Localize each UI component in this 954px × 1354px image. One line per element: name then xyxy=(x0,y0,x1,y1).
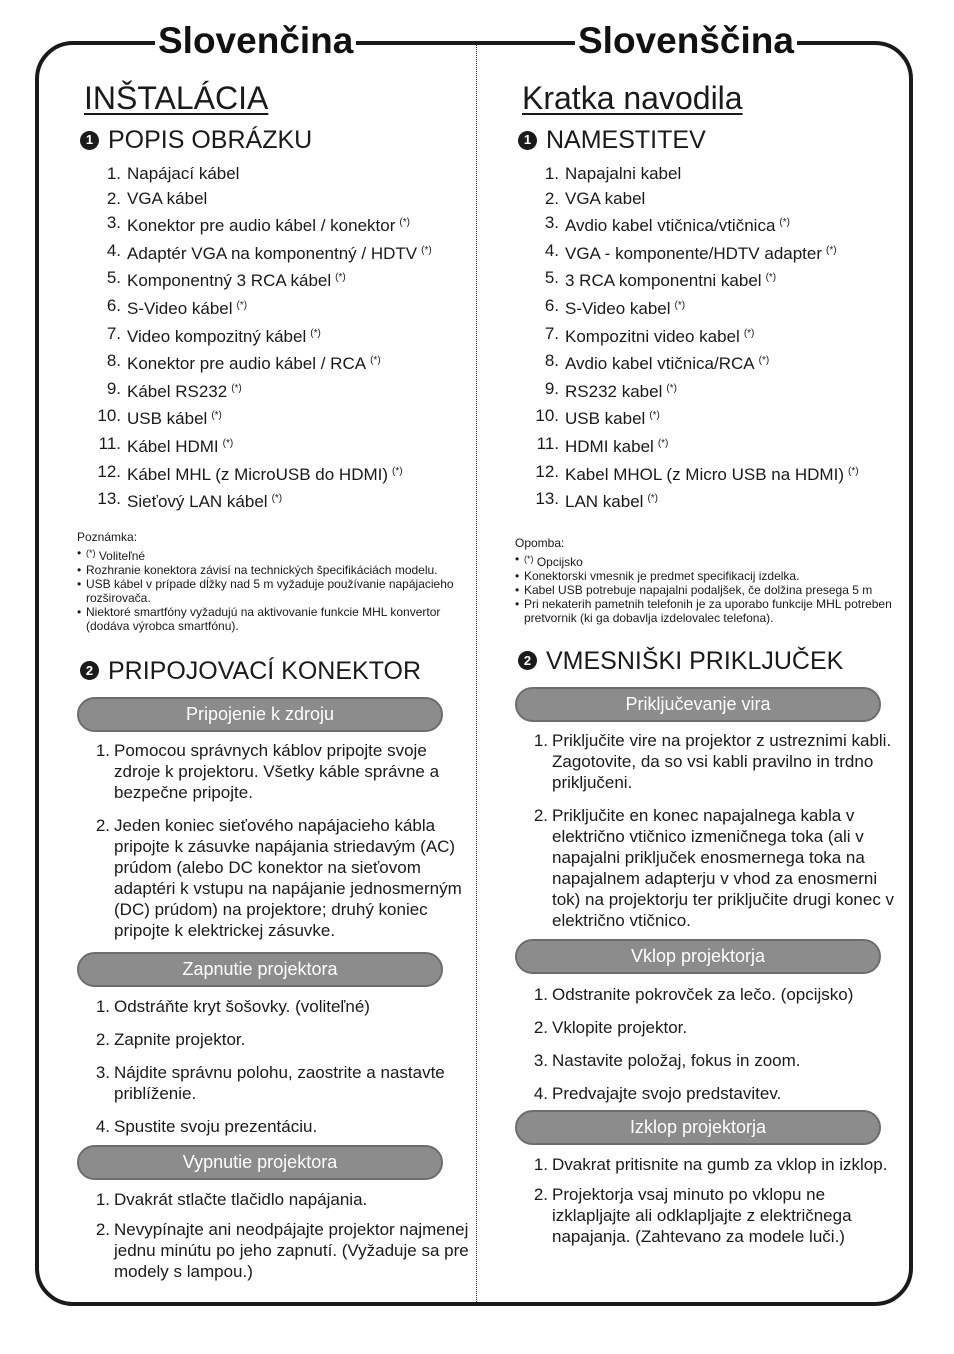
step-text: Spustite svoju prezentáciu. xyxy=(114,1116,318,1136)
step-item xyxy=(515,805,900,931)
connect-steps xyxy=(77,740,469,941)
step-item xyxy=(515,1083,900,1104)
item-text xyxy=(565,322,754,350)
item-text xyxy=(127,266,346,294)
optional-mark: (*) xyxy=(743,327,755,339)
column-slovak xyxy=(77,78,469,1282)
list-item xyxy=(515,294,900,322)
item-label: Avdio kabel vtičnica/vtičnica xyxy=(565,216,776,236)
item-number: 8. xyxy=(544,351,559,371)
list-item xyxy=(77,377,469,405)
power-on-steps xyxy=(515,984,900,1104)
item-number: 2. xyxy=(106,188,121,208)
step-text: Nastavite položaj, fokus in zoom. xyxy=(552,1050,801,1070)
item-label: Kábel HDMI xyxy=(127,436,219,456)
step-number: 2. xyxy=(95,1029,110,1049)
item-label: USB kábel xyxy=(127,409,208,429)
item-number: 13. xyxy=(97,489,121,509)
section-number-badge: 2 xyxy=(518,651,537,670)
item-text xyxy=(127,211,410,239)
notes-block xyxy=(515,536,900,625)
note-item: • USB kábel v prípade dĺžky nad 5 m vyžaduje používanie napájacieho rozširovača. xyxy=(77,577,469,605)
optional-mark: (*) xyxy=(649,410,660,422)
list-item xyxy=(77,187,469,212)
item-label: VGA kábel xyxy=(127,188,208,208)
item-label: Napájací kábel xyxy=(127,164,240,183)
item-label: Komponentný 3 RCA kábel xyxy=(127,271,332,291)
item-label: VGA kabel xyxy=(565,188,646,208)
note-title: Poznámka: xyxy=(77,529,138,544)
note-item: • Kabel USB potrebuje napajalni podaljšek, če dolžina presega 5 m xyxy=(515,582,873,597)
note-item: • Rozhranie konektora závisí na technických špecifikáciách modelu. xyxy=(77,562,438,577)
list-item xyxy=(77,294,469,322)
item-label: Avdio kabel vtičnica/RCA xyxy=(565,354,755,374)
list-item xyxy=(77,349,469,377)
item-number: 3. xyxy=(106,213,121,233)
item-number: 7. xyxy=(106,323,121,343)
step-number: 1. xyxy=(533,1154,548,1174)
step-number: 1. xyxy=(95,740,110,760)
item-number: 9. xyxy=(106,378,121,398)
list-item xyxy=(77,211,469,239)
section-number-badge: 1 xyxy=(518,131,537,150)
step-item xyxy=(77,996,469,1017)
subsection-connect-source: Pripojenie k zdroju xyxy=(77,697,443,732)
item-number: 12. xyxy=(535,461,559,481)
step-text: Nevypínajte ani neodpájajte projektor najmenej jednu minútu po jeho zapnutí. (Vyžaduje sa pre modely s lampou.) xyxy=(114,1219,469,1281)
item-label: S-Video kábel xyxy=(127,298,233,318)
item-number: 1. xyxy=(544,164,559,183)
list-item xyxy=(515,322,900,350)
item-text xyxy=(127,322,321,350)
section-heading-interface: 2 VMESNIŠKI PRIKLJUČEK xyxy=(515,645,900,677)
list-item xyxy=(77,487,469,515)
main-heading: INŠTALÁCIA xyxy=(84,80,269,116)
item-text xyxy=(127,239,432,267)
step-text: Projektorja vsaj minuto po vklopu ne izklapljajte ali odklapljajte z električnega napajanja. (Zahtevano za modele luči.) xyxy=(552,1184,852,1246)
item-text xyxy=(565,239,837,267)
note-item: • (*) Opcijsko xyxy=(515,551,583,569)
optional-mark: (*) xyxy=(211,410,222,422)
step-number: 1. xyxy=(533,984,548,1004)
item-label: Kompozitni video kabel xyxy=(565,326,740,346)
item-label: Adaptér VGA na komponentný / HDTV xyxy=(127,243,418,263)
step-text: Odstranite pokrovček za lečo. (opcijsko) xyxy=(552,984,854,1004)
item-text xyxy=(565,432,668,460)
power-off-steps xyxy=(515,1154,900,1247)
section-number-badge: 1 xyxy=(80,131,99,150)
parts-list xyxy=(515,162,900,515)
optional-mark: (*) xyxy=(657,437,669,449)
list-item xyxy=(515,211,900,239)
item-text xyxy=(127,404,222,432)
note-item: • (*) Voliteľné xyxy=(77,545,146,563)
item-text xyxy=(565,187,645,212)
step-item xyxy=(77,815,469,941)
optional-mark: (*) xyxy=(370,355,381,367)
step-item xyxy=(77,1062,469,1104)
item-label: Konektor pre audio kábel / konektor xyxy=(127,216,396,236)
section-number-badge: 2 xyxy=(80,661,99,680)
item-number: 2. xyxy=(544,188,559,208)
optional-mark: (*) xyxy=(271,493,283,505)
section-heading-connector: 2 PRIPOJOVACÍ KONEKTOR xyxy=(77,655,469,687)
item-label: 3 RCA komponentni kabel xyxy=(565,271,762,291)
section-heading-description: 1 POPIS OBRÁZKU xyxy=(77,124,469,156)
step-number: 1. xyxy=(95,996,110,1016)
item-number: 4. xyxy=(544,240,559,260)
step-number: 3. xyxy=(533,1050,548,1070)
step-text: Vklopite projektor. xyxy=(552,1017,688,1037)
section-heading-installation: 1 NAMESTITEV xyxy=(515,124,900,156)
step-item xyxy=(515,1050,900,1071)
subsection-power-off: Izklop projektorja xyxy=(515,1110,881,1145)
item-label: LAN kabel xyxy=(565,492,644,512)
item-text xyxy=(127,460,403,488)
note-title: Opomba: xyxy=(515,535,565,550)
note-text: Konektorski vmesnik je predmet specifikacij izdelka. xyxy=(524,568,800,583)
step-item xyxy=(77,1189,469,1210)
item-text xyxy=(565,211,790,239)
note-item: • Konektorski vmesnik je predmet specifikacij izdelka. xyxy=(515,568,800,583)
item-text xyxy=(565,162,681,187)
item-text xyxy=(127,294,247,322)
optional-mark: (*) xyxy=(647,493,658,505)
parts-list xyxy=(77,162,469,515)
list-item xyxy=(515,377,900,405)
subsection-power-on: Zapnutie projektora xyxy=(77,952,443,987)
step-item xyxy=(77,1219,469,1282)
connect-steps xyxy=(515,730,900,931)
item-text xyxy=(565,487,658,515)
optional-mark: (*) xyxy=(758,355,770,367)
optional-mark: (*) xyxy=(666,382,677,394)
list-item xyxy=(515,460,900,488)
main-heading: Kratka navodila xyxy=(522,80,743,116)
list-item xyxy=(515,487,900,515)
step-item xyxy=(77,740,469,803)
list-item xyxy=(77,404,469,432)
item-number: 1. xyxy=(106,164,121,183)
item-number: 7. xyxy=(544,323,559,343)
step-text: Nájdite správnu polohu, zaostrite a nastavte priblíženie. xyxy=(114,1062,445,1103)
step-item xyxy=(515,730,900,793)
list-item xyxy=(515,187,900,212)
list-item xyxy=(515,349,900,377)
step-text: Zapnite projektor. xyxy=(114,1029,246,1049)
item-text xyxy=(565,266,776,294)
item-text xyxy=(565,377,677,405)
item-text xyxy=(127,349,381,377)
list-item xyxy=(515,404,900,432)
step-text: Priključite en konec napajalnega kabla v električno vtičnico izmeničnega toka (ali v napajalni priključek enosmernega toka na napajalnem adapterju v vhod za enosmerni tok) na projektorju ter priključite drugi konec v električno vtičnico. xyxy=(552,805,895,930)
item-label: Sieťový LAN kábel xyxy=(127,492,268,512)
power-on-steps xyxy=(77,996,469,1137)
step-number: 2. xyxy=(533,1017,548,1037)
optional-mark: (*) xyxy=(847,465,859,477)
item-label: Video kompozitný kábel xyxy=(127,326,307,346)
item-label: Konektor pre audio kábel / RCA xyxy=(127,354,367,374)
optional-mark: (*) xyxy=(335,272,346,284)
column-divider xyxy=(476,45,477,1302)
list-item xyxy=(77,322,469,350)
step-number: 4. xyxy=(95,1116,110,1136)
list-item xyxy=(515,432,900,460)
column-slovenian xyxy=(515,78,900,1247)
optional-mark: (*) xyxy=(399,217,410,229)
item-text xyxy=(565,460,859,488)
list-item xyxy=(515,162,900,187)
step-number: 4. xyxy=(533,1083,548,1103)
item-number: 13. xyxy=(535,489,559,509)
list-item xyxy=(515,266,900,294)
item-number: 5. xyxy=(106,268,121,288)
step-text: Odstráňte kryt šošovky. (voliteľné) xyxy=(114,996,370,1016)
item-number: 6. xyxy=(544,295,559,315)
step-item xyxy=(515,1154,900,1175)
item-number: 10. xyxy=(535,406,559,426)
optional-mark: (*) xyxy=(421,244,432,256)
item-label: USB kabel xyxy=(565,409,646,429)
optional-mark: (*) xyxy=(392,465,403,477)
item-number: 9. xyxy=(544,378,559,398)
note-text: Rozhranie konektora závisí na technických špecifikáciách modelu. xyxy=(86,562,438,577)
optional-mark: (*) xyxy=(765,272,777,284)
item-label: HDMI kabel xyxy=(565,436,654,456)
item-number: 6. xyxy=(106,295,121,315)
item-text xyxy=(127,187,207,212)
optional-mark: (*) xyxy=(310,327,321,339)
step-number: 3. xyxy=(95,1062,110,1082)
list-item xyxy=(77,432,469,460)
item-label: S-Video kabel xyxy=(565,298,671,318)
item-text xyxy=(127,432,233,460)
step-number: 2. xyxy=(533,805,548,825)
power-off-steps xyxy=(77,1189,469,1282)
optional-mark: (*) xyxy=(236,299,248,311)
note-text: Pri nekaterih pametnih telefonih je za uporabo funkcije MHL potreben pretvornik (ki ga dobavlja izdelovalec telefona). xyxy=(524,596,892,625)
step-item xyxy=(77,1116,469,1137)
subsection-power-on: Vklop projektorja xyxy=(515,939,881,974)
item-label: Kábel RS232 xyxy=(127,381,228,401)
item-number: 8. xyxy=(106,351,121,371)
optional-mark: (*) xyxy=(674,299,686,311)
language-title-slovak: Slovenčina xyxy=(155,18,356,64)
item-number: 12. xyxy=(97,461,121,481)
step-text: Pomocou správnych káblov pripojte svoje zdroje k projektoru. Všetky káble správne a bezpečne pripojte. xyxy=(114,740,440,802)
item-label: Napajalni kabel xyxy=(565,164,682,183)
list-item xyxy=(77,162,469,187)
item-text xyxy=(565,349,769,377)
item-label: VGA - komponente/HDTV adapter xyxy=(565,243,823,263)
subsection-connect-source: Priključevanje vira xyxy=(515,687,881,722)
list-item xyxy=(77,239,469,267)
step-number: 1. xyxy=(533,730,548,750)
step-item xyxy=(77,1029,469,1050)
step-item xyxy=(515,984,900,1005)
step-number: 1. xyxy=(95,1189,110,1209)
item-number: 3. xyxy=(544,213,559,233)
optional-mark: (*) xyxy=(222,437,234,449)
step-text: Dvakrát stlačte tlačidlo napájania. xyxy=(114,1189,368,1209)
list-item xyxy=(515,239,900,267)
step-number: 2. xyxy=(95,1219,110,1239)
step-text: Dvakrat pritisnite na gumb za vklop in izklop. xyxy=(552,1154,888,1174)
language-title-slovenian: Slovenščina xyxy=(575,18,797,64)
item-text xyxy=(565,404,660,432)
note-text: Kabel USB potrebuje napajalni podaljšek, če dolžina presega 5 m xyxy=(524,582,873,597)
item-text xyxy=(127,487,282,515)
item-label: RS232 kabel xyxy=(565,381,663,401)
item-number: 5. xyxy=(544,268,559,288)
note-item: • Pri nekaterih pametnih telefonih je za uporabo funkcije MHL potreben pretvornik (ki ga dobavlja izdelovalec telefona). xyxy=(515,597,900,625)
subsection-power-off: Vypnutie projektora xyxy=(77,1145,443,1180)
optional-mark: (*) xyxy=(231,382,242,394)
item-text xyxy=(127,162,239,187)
optional-mark: (*) xyxy=(779,217,790,229)
item-number: 10. xyxy=(97,406,121,426)
optional-mark: (*) xyxy=(826,244,837,256)
note-item: • Niektoré smartfóny vyžadujú na aktivovanie funkcie MHL konvertor (dodáva výrobca smartfónu). xyxy=(77,605,469,633)
item-label: Kabel MHOL (z Micro USB na HDMI) xyxy=(565,464,844,484)
note-text: USB kábel v prípade dĺžky nad 5 m vyžaduje používanie napájacieho rozširovača. xyxy=(86,576,454,605)
item-label: Kábel MHL (z MicroUSB do HDMI) xyxy=(127,464,389,484)
step-text: Predvajajte svojo predstavitev. xyxy=(552,1083,782,1103)
step-text: Priključite vire na projektor z ustreznimi kabli. Zagotovite, da so vsi kabli pravilno in trdno priključeni. xyxy=(552,730,892,792)
item-number: 4. xyxy=(106,240,121,260)
item-text xyxy=(127,377,242,405)
step-number: 2. xyxy=(533,1184,548,1204)
note-text: Niektoré smartfóny vyžadujú na aktivovanie funkcie MHL konvertor (dodáva výrobca smartfónu). xyxy=(86,604,441,633)
step-item xyxy=(515,1017,900,1038)
item-text xyxy=(565,294,685,322)
step-item xyxy=(515,1184,900,1247)
step-number: 2. xyxy=(95,815,110,835)
notes-block xyxy=(77,530,469,633)
step-text: Jeden koniec sieťového napájacieho kábla pripojte k zásuvke napájania striedavým (AC) prúdom (alebo DC konektor na sieťovom adaptéri k vstupu na napájanie jednosmerným (DC) prúdom) na projektore; druhý koniec pripojte k elektrickej zásuvke. xyxy=(114,815,462,940)
item-number: 11. xyxy=(536,433,559,453)
list-item xyxy=(77,266,469,294)
list-item xyxy=(77,460,469,488)
item-number: 11. xyxy=(98,433,121,453)
